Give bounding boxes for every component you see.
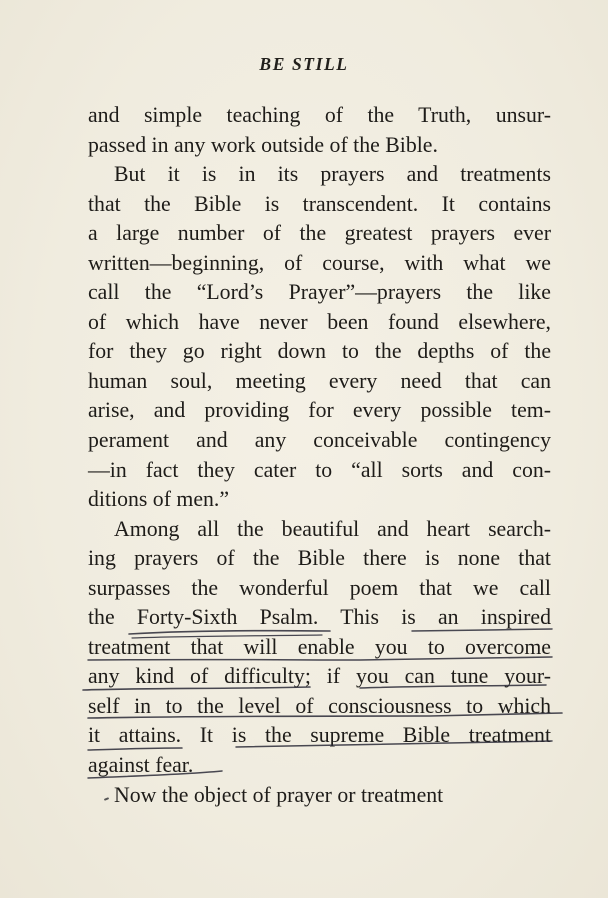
- text-line: and simple teaching of the Truth, unsur-: [88, 103, 551, 127]
- text-line: arise, and providing for every possible tem-: [88, 398, 551, 423]
- text-line: perament and any conceivable contingency: [88, 428, 551, 453]
- text-line: ditions of men.”: [88, 487, 230, 512]
- text-line-underlined: the Forty-Sixth Psalm. This is an inspired: [88, 605, 551, 630]
- text-line: call the “Lord’s Prayer”—prayers the like: [88, 280, 551, 305]
- text-line-underlined: it attains. It is the supreme Bible treatment: [88, 723, 551, 748]
- text-line-underlined: self in to the level of consciousness to which: [88, 693, 551, 718]
- text-line: of which have never been found elsewhere,: [88, 309, 551, 334]
- text-line-underlined: any kind of difficulty; if you can tune your-: [88, 664, 551, 689]
- text-line: —in fact they cater to “all sorts and con-: [88, 457, 551, 482]
- text-line: But it is in its prayers and treatments: [114, 162, 551, 187]
- text-line: written—beginning, of course, with what we: [88, 250, 551, 275]
- text-line: passed in any work outside of the Bible.: [88, 132, 438, 157]
- running-head: BE STILL: [259, 54, 349, 74]
- text-line-underlined: treatment that will enable you to overcome: [88, 634, 551, 659]
- text-line: that the Bible is transcendent. It contains: [88, 191, 551, 216]
- text-line: surpasses the wonderful poem that we call: [88, 575, 551, 600]
- body-text: [88, 101, 551, 810]
- text-line: Now the object of prayer or treatment: [114, 782, 444, 807]
- text-line: a large number of the greatest prayers ever: [88, 221, 551, 246]
- text-line: for they go right down to the depths of the: [88, 339, 551, 364]
- text-line-underlined: against fear.: [88, 753, 194, 778]
- text-line: ing prayers of the Bible there is none that: [88, 546, 551, 571]
- text-line: human soul, meeting every need that can: [88, 368, 551, 393]
- text-line: Among all the beautiful and heart search-: [114, 516, 551, 541]
